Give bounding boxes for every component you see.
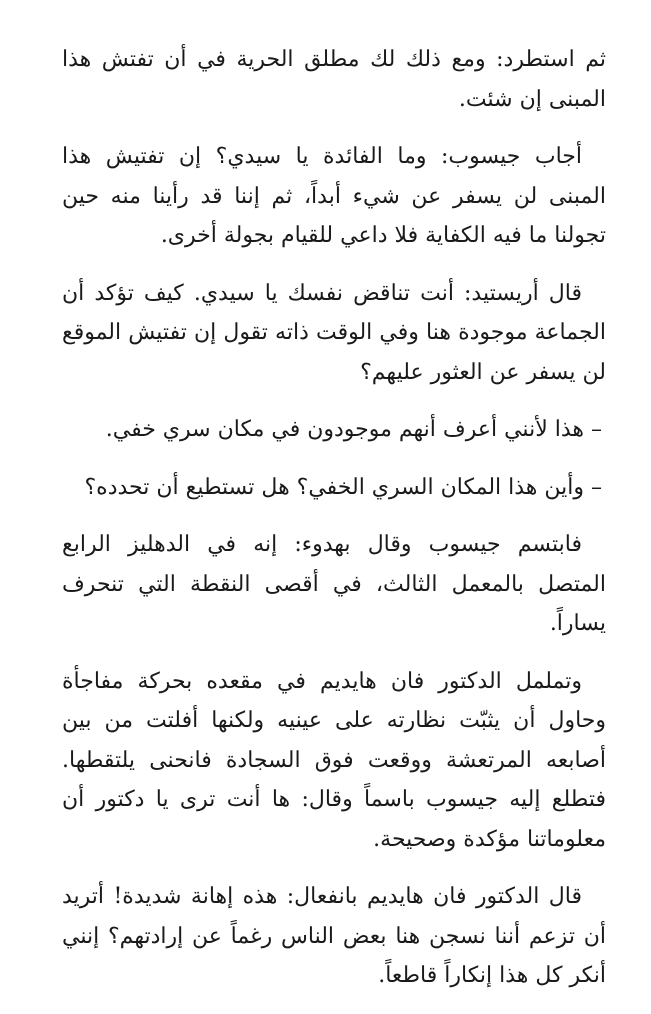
book-page bbox=[62, 40, 606, 1014]
paragraph-1: ثم استطرد: ومع ذلك لك مطلق الحرية في أن تفتش هذا المبنى إن شئت. bbox=[62, 47, 606, 112]
paragraph-7: وتململ الدكتور فان هايديم في مقعده بحركة مفاجأة وحاول أن يثبّت نظارته على عينيه ولكنها أفلتت من بين أصابعه المرتعشة ووقعت فوق السجادة فانحنى يلتقطها. فتطلع إليه جيسوب باسماً وقال: ها أنت ترى يا دكتور أن معلوماتنا مؤكدة وصحيحة. bbox=[62, 668, 606, 852]
paragraph-2: أجاب جيسوب: وما الفائدة يا سيدي؟ إن تفتيش هذا المبنى لن يسفر عن شيء أبداً، ثم إننا قد رأينا منه حين تجولنا ما فيه الكفاية فلا داعي للقيام بجولة أخرى. bbox=[62, 144, 606, 248]
paragraph-8: قال الدكتور فان هايديم بانفعال: هذه إهانة شديدة! أتريد أن تزعم أننا نسجن هنا بعض الناس رغماً عن إرادتهم؟ إنني أنكر كل هذا إنكاراً قاطعاً. bbox=[62, 884, 606, 988]
paragraph-4: – هذا لأنني أعرف أنهم موجودون في مكان سري خفي. bbox=[105, 417, 602, 442]
paragraph-5: – وأين هذا المكان السري الخفي؟ هل تستطيع أن تحدده؟ bbox=[84, 474, 602, 500]
paragraph-3: قال أريستيد: أنت تناقض نفسك يا سيدي. كيف تؤكد أن الجماعة موجودة هنا وفي الوقت ذاته تقول إن تفتيش الموقع لن يسفر عن العثور عليهم؟ bbox=[62, 280, 606, 385]
paragraph-6: فابتسم جيسوب وقال بهدوء: إنه في الدهليز الرابع المتصل بالمعمل الثالث، في أقصى النقطة التي تنحرف يساراً. bbox=[62, 532, 606, 636]
